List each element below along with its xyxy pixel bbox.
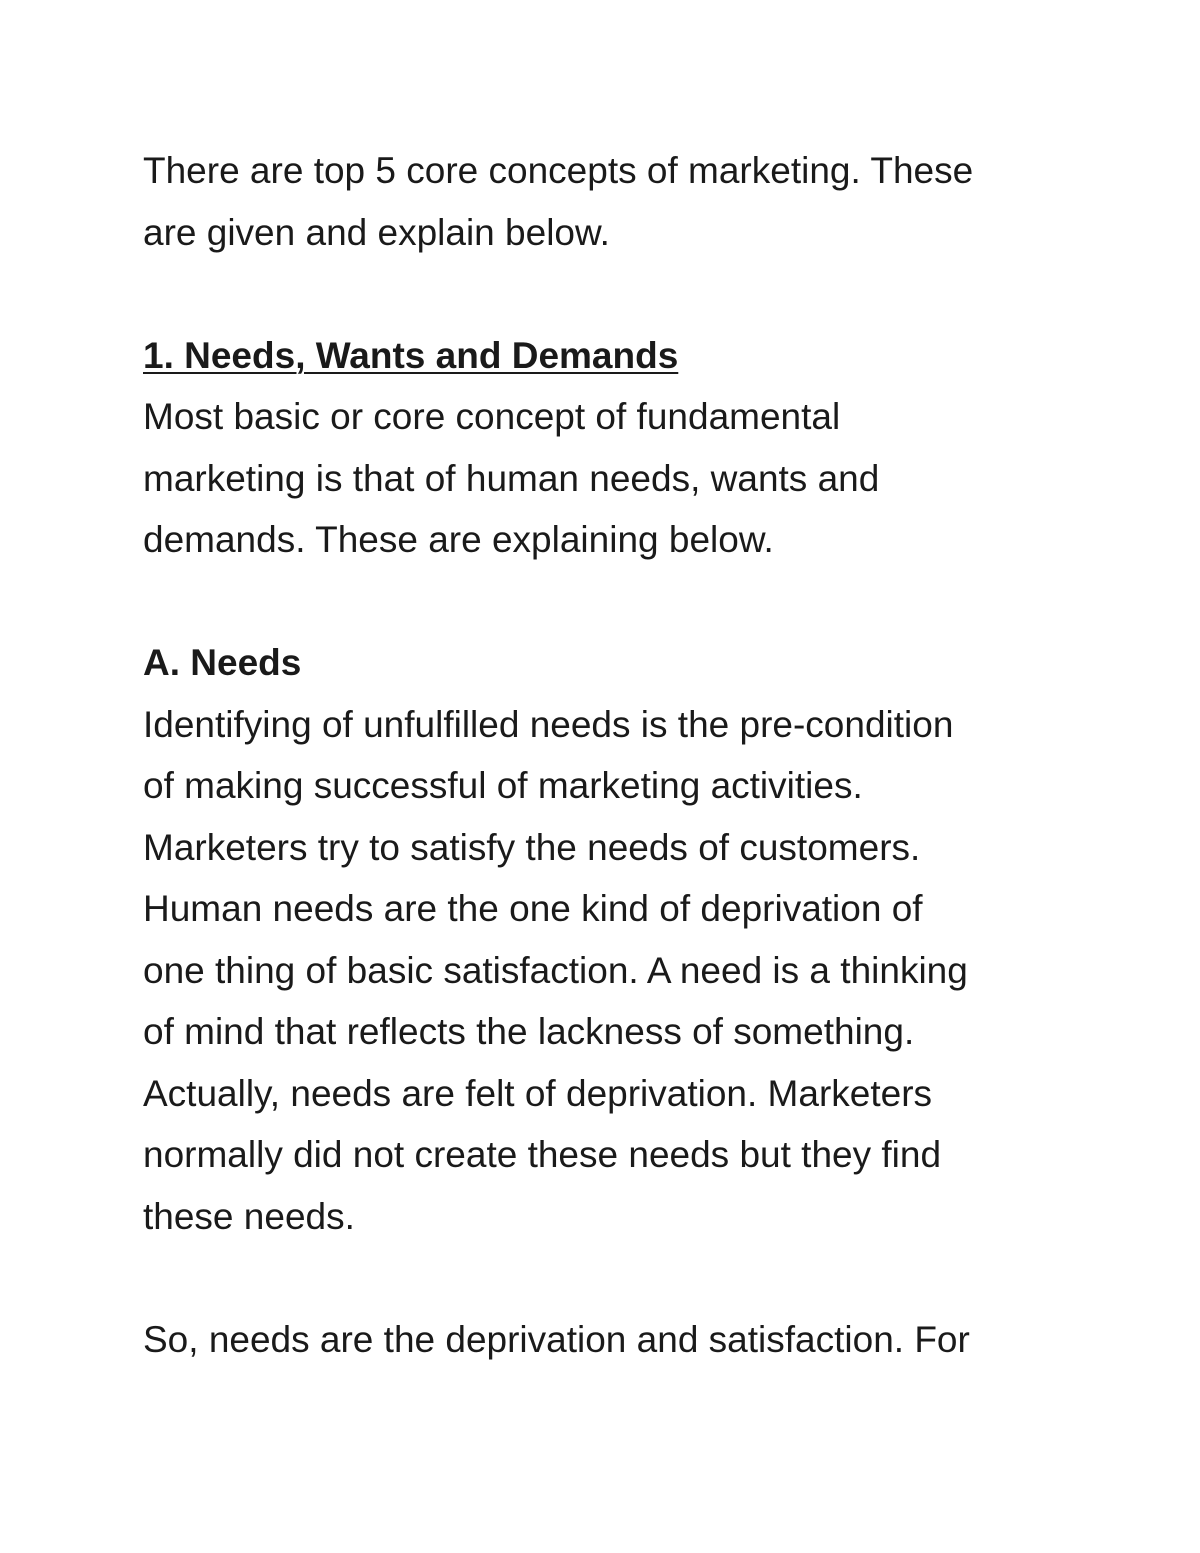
paragraph-spacer xyxy=(143,1247,1083,1309)
document-content xyxy=(143,140,1083,1370)
paragraph-spacer xyxy=(143,263,1083,325)
section-body-needs-wants-demands: Most basic or core concept of fundamental marketing is that of human needs, wants and demands. These are explaining below. xyxy=(143,396,880,560)
paragraph-spacer xyxy=(143,571,1083,633)
section-heading-needs-wants-demands: 1. Needs, Wants and Demands xyxy=(143,334,679,376)
closing-paragraph: So, needs are the deprivation and satisfaction. For xyxy=(143,1318,970,1360)
subsection-body-needs: Identifying of unfulfilled needs is the pre-condition of making successful of marketing activities. Marketers try to satisfy the needs of customers. Human needs are the one kind of deprivation of one thing of basic satisfaction. A need is a thinking of mind that reflects the lackness of something. Actually, needs are felt of deprivation. Marketers normally did not create these needs but they find these needs. xyxy=(143,703,968,1237)
intro-paragraph: There are top 5 core concepts of marketing. These are given and explain below. xyxy=(143,150,974,253)
subsection-heading-needs: A. Needs xyxy=(143,642,302,683)
